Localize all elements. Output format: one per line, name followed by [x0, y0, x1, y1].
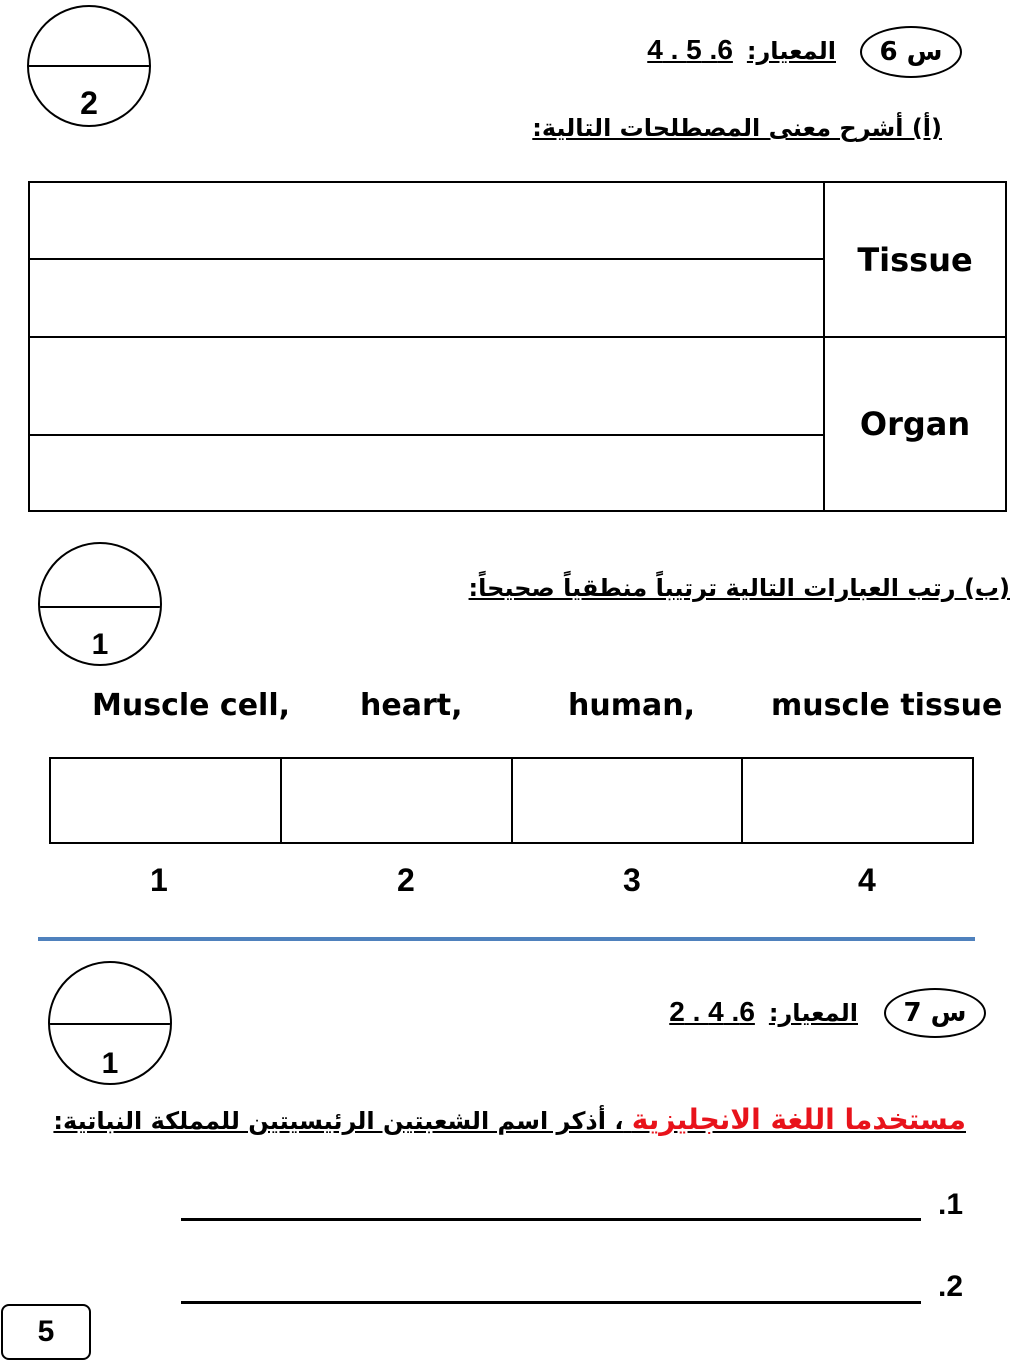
instruction-highlight: مستخدما اللغة الانجليزية: [631, 1103, 966, 1136]
terms-table: [28, 181, 1007, 512]
score-value: 1: [91, 628, 109, 661]
part-a-instruction: (أ) أشرح معنى المصطلحات التالية:: [532, 114, 942, 142]
score-divider: [29, 65, 149, 67]
answer-line-2[interactable]: [181, 1301, 921, 1304]
question-6-label: س 6: [860, 26, 962, 78]
order-number: 1: [150, 862, 168, 898]
question-7-label: س 7: [884, 988, 986, 1038]
word-heart: heart,: [360, 688, 463, 723]
score-circle-q6b: [38, 542, 162, 666]
order-number: 2: [397, 862, 415, 898]
standard-value: 6. 5 . 4: [647, 34, 733, 65]
standard-label: المعيار:: [746, 37, 836, 65]
score-value: 2: [80, 85, 98, 121]
q7-instruction: [53, 1103, 966, 1136]
standard-q7: [669, 996, 858, 1028]
part-b-instruction: (ب) رتب العبارات التالية ترتيباً منطقياً صحيحاً:: [468, 574, 1010, 602]
score-circle-q6a: [27, 5, 151, 127]
word-muscle-cell: Muscle cell,: [92, 688, 291, 723]
standard-value: 6. 4 . 2: [669, 996, 755, 1027]
score-circle-q7: [48, 961, 172, 1085]
word-human: human,: [568, 688, 695, 723]
order-cell[interactable]: [50, 758, 281, 843]
score-divider: [50, 1023, 170, 1025]
order-cell[interactable]: [512, 758, 743, 843]
order-number: 3: [623, 862, 641, 898]
order-number: 4: [858, 862, 876, 898]
answer-number-2: .2: [938, 1270, 964, 1303]
instruction-text: ، أذكر اسم الشعبتين الرئيسيتين للمملكة النباتية:: [53, 1107, 624, 1135]
score-value: 1: [101, 1047, 119, 1080]
word-muscle-tissue: muscle tissue: [771, 688, 1003, 723]
answer-line-1[interactable]: [181, 1218, 921, 1221]
order-cell[interactable]: [281, 758, 512, 843]
answer-cell[interactable]: [29, 182, 824, 259]
answer-cell[interactable]: [29, 435, 824, 511]
order-cell[interactable]: [742, 758, 973, 843]
answer-cell[interactable]: [29, 259, 824, 337]
score-divider: [40, 606, 160, 608]
standard-label: المعيار:: [768, 999, 858, 1027]
page-number: 5: [1, 1304, 91, 1360]
order-table: [49, 757, 974, 844]
answer-cell[interactable]: [29, 337, 824, 435]
term-organ: Organ: [824, 337, 1006, 511]
section-divider: [38, 937, 975, 941]
answer-number-1: .1: [938, 1188, 964, 1221]
term-tissue: Tissue: [824, 182, 1006, 337]
standard-q6: [647, 34, 836, 66]
